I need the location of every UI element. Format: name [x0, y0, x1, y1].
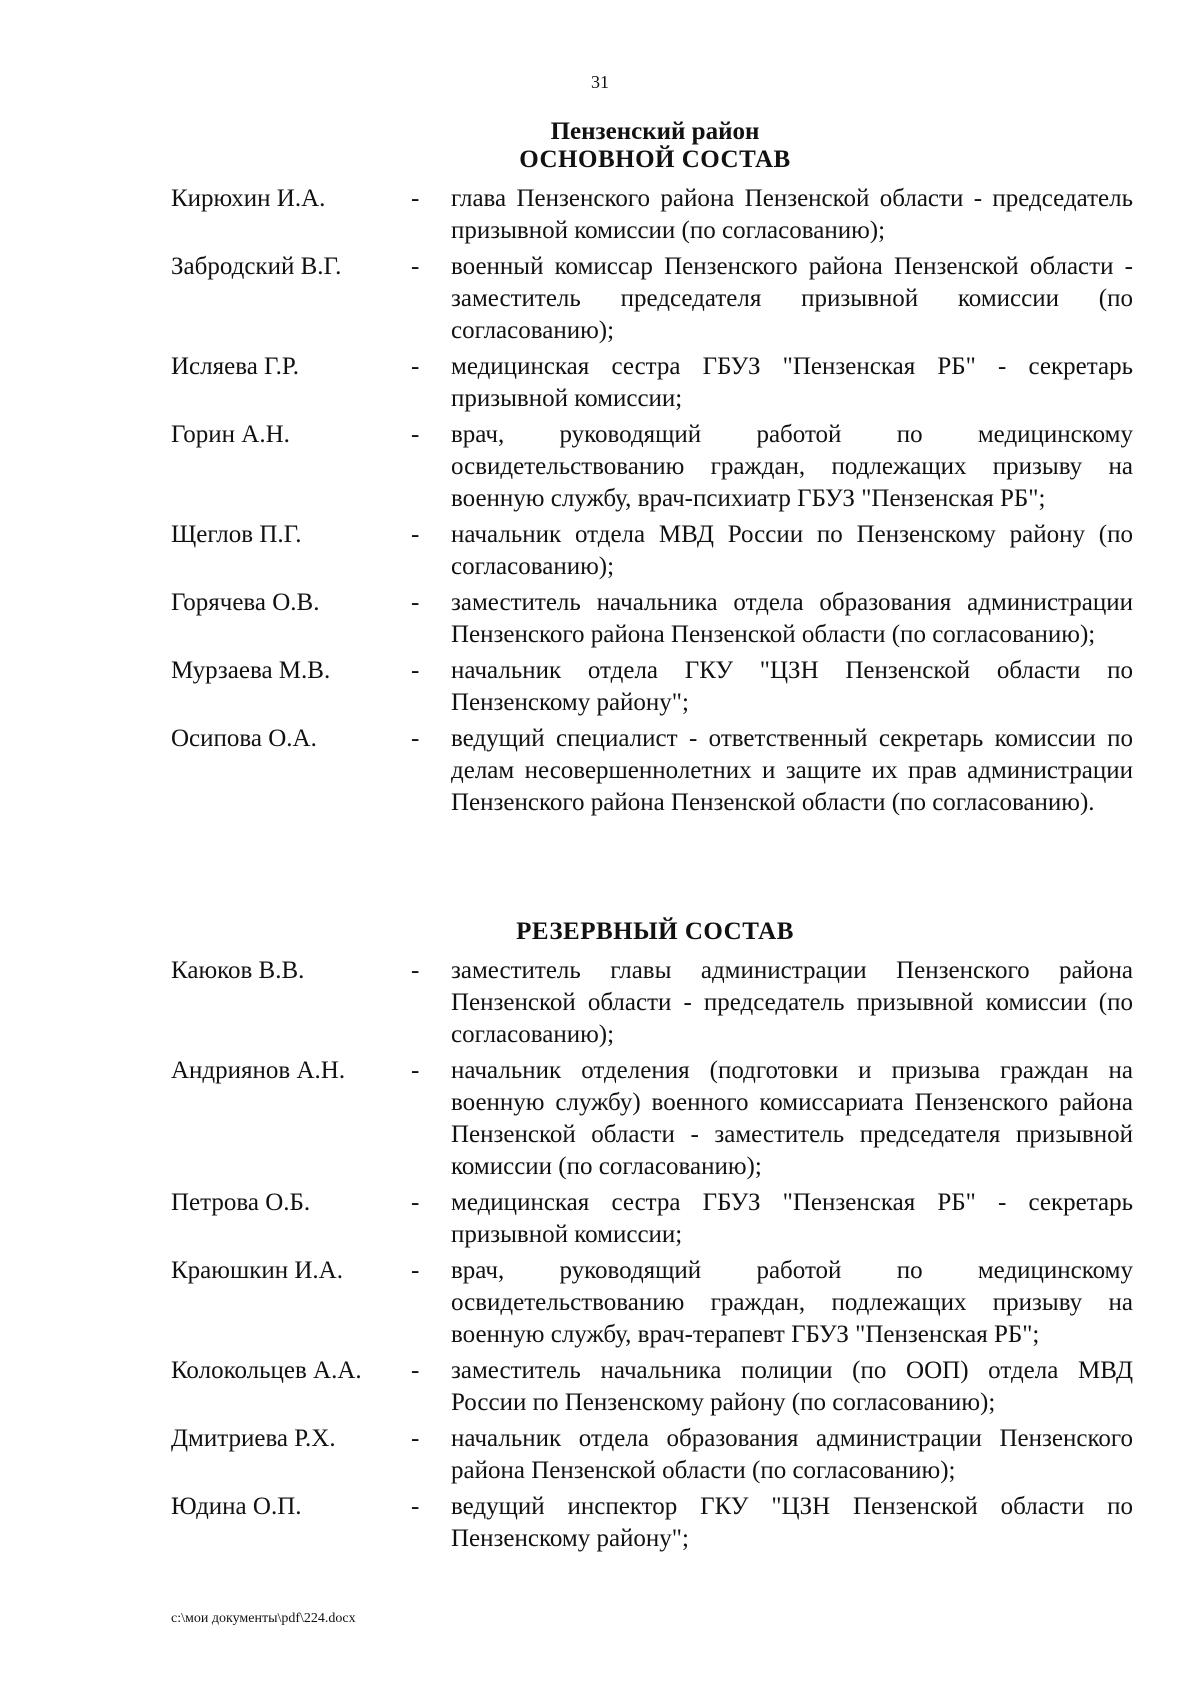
member-role: начальник отдела ГКУ "ЦЗН Пензенской области по Пензенскому району"; — [451, 657, 1133, 716]
member-row — [171, 1187, 1133, 1251]
member-row — [171, 1423, 1133, 1487]
member-role: врач, руководящий работой по медицинскому освидетельствованию граждан, подлежащих призыву на военную службу, врач-психиатр ГБУЗ "Пензенская РБ"; — [451, 421, 1133, 512]
member-role: начальник отдела МВД России по Пензенскому району (по согласованию); — [451, 521, 1133, 580]
member-name: Петрова О.Б. — [171, 1189, 311, 1216]
dash-separator: - — [411, 657, 420, 684]
member-name: Андриянов А.Н. — [171, 1057, 346, 1084]
dash-separator: - — [411, 253, 420, 280]
main-members-list — [171, 183, 1133, 819]
dash-separator: - — [411, 1425, 420, 1452]
page-number: 31 — [591, 72, 609, 92]
member-name: Исляева Г.Р. — [171, 353, 299, 380]
footer-file-path: c:\мои документы\pdf\224.docx — [171, 1611, 356, 1626]
dash-separator: - — [411, 421, 420, 448]
member-name: Осипова О.А. — [171, 725, 317, 752]
dash-separator: - — [411, 1189, 420, 1216]
member-role: медицинская сестра ГБУЗ "Пензенская РБ" - секретарь призывной комиссии; — [451, 353, 1133, 412]
member-name: Юдина О.П. — [171, 1493, 302, 1520]
member-role: заместитель начальника отдела образования администрации Пензенского района Пензенской области (по согласованию); — [451, 589, 1133, 648]
dash-separator: - — [411, 957, 420, 984]
member-name: Забродский В.Г. — [171, 253, 342, 280]
member-name: Дмитриева Р.Х. — [171, 1425, 336, 1452]
member-row — [171, 1055, 1133, 1183]
member-name: Горин А.Н. — [171, 421, 290, 448]
member-row — [171, 955, 1133, 1051]
dash-separator: - — [411, 353, 420, 380]
dash-separator: - — [411, 521, 420, 548]
member-role: начальник отделения (подготовки и призыва граждан на военную службу) военного комиссариата Пензенского района Пензенской области - заместитель председателя призывной комиссии (по согласованию); — [451, 1057, 1133, 1180]
district-heading: Пензенский район — [550, 118, 760, 145]
dash-separator: - — [411, 185, 420, 212]
member-row — [171, 587, 1133, 651]
member-row — [171, 419, 1133, 515]
member-row — [171, 1255, 1133, 1351]
member-role: медицинская сестра ГБУЗ "Пензенская РБ" - секретарь призывной комиссии; — [451, 1189, 1133, 1248]
dash-separator: - — [411, 1357, 420, 1384]
member-role: заместитель начальника полиции (по ООП) отдела МВД России по Пензенскому району (по согласованию); — [451, 1357, 1133, 1416]
member-row — [171, 655, 1133, 719]
dash-separator: - — [411, 1257, 420, 1284]
member-role: военный комиссар Пензенского района Пензенской области - заместитель председателя призывной комиссии (по согласованию); — [451, 253, 1133, 344]
dash-separator: - — [411, 725, 420, 752]
member-row — [171, 723, 1133, 819]
member-name: Кирюхин И.А. — [171, 185, 326, 212]
reserve-composition-title: РЕЗЕРВНЫЙ СОСТАВ — [516, 918, 794, 945]
main-composition-title: ОСНОВНОЙ СОСТАВ — [519, 146, 791, 173]
member-role: глава Пензенского района Пензенской области - председатель призывной комиссии (по согласованию); — [451, 185, 1133, 244]
member-name: Горячева О.В. — [171, 589, 320, 616]
dash-separator: - — [411, 1057, 420, 1084]
member-row — [171, 1491, 1133, 1555]
member-role: ведущий специалист - ответственный секретарь комиссии по делам несовершеннолетних и защите их прав администрации Пензенского района Пензенской области (по согласованию). — [451, 725, 1133, 816]
member-row — [171, 251, 1133, 347]
member-name: Краюшкин И.А. — [171, 1257, 343, 1284]
member-role: ведущий инспектор ГКУ "ЦЗН Пензенской области по Пензенскому району"; — [451, 1493, 1133, 1552]
member-name: Каюков В.В. — [171, 957, 305, 984]
member-role: заместитель главы администрации Пензенского района Пензенской области - председатель призывной комиссии (по согласованию); — [451, 957, 1133, 1048]
member-role: врач, руководящий работой по медицинскому освидетельствованию граждан, подлежащих призыву на военную службу, врач-терапевт ГБУЗ "Пензенская РБ"; — [451, 1257, 1133, 1348]
member-row — [171, 1355, 1133, 1419]
member-row — [171, 183, 1133, 247]
member-role: начальник отдела образования администрации Пензенского района Пензенской области (по согласованию); — [451, 1425, 1133, 1484]
dash-separator: - — [411, 1493, 420, 1520]
member-row — [171, 351, 1133, 415]
reserve-members-list — [171, 955, 1133, 1555]
member-name: Колокольцев А.А. — [171, 1357, 362, 1384]
member-name: Мурзаева М.В. — [171, 657, 331, 684]
member-row — [171, 519, 1133, 583]
dash-separator: - — [411, 589, 420, 616]
member-name: Щеглов П.Г. — [171, 521, 302, 548]
